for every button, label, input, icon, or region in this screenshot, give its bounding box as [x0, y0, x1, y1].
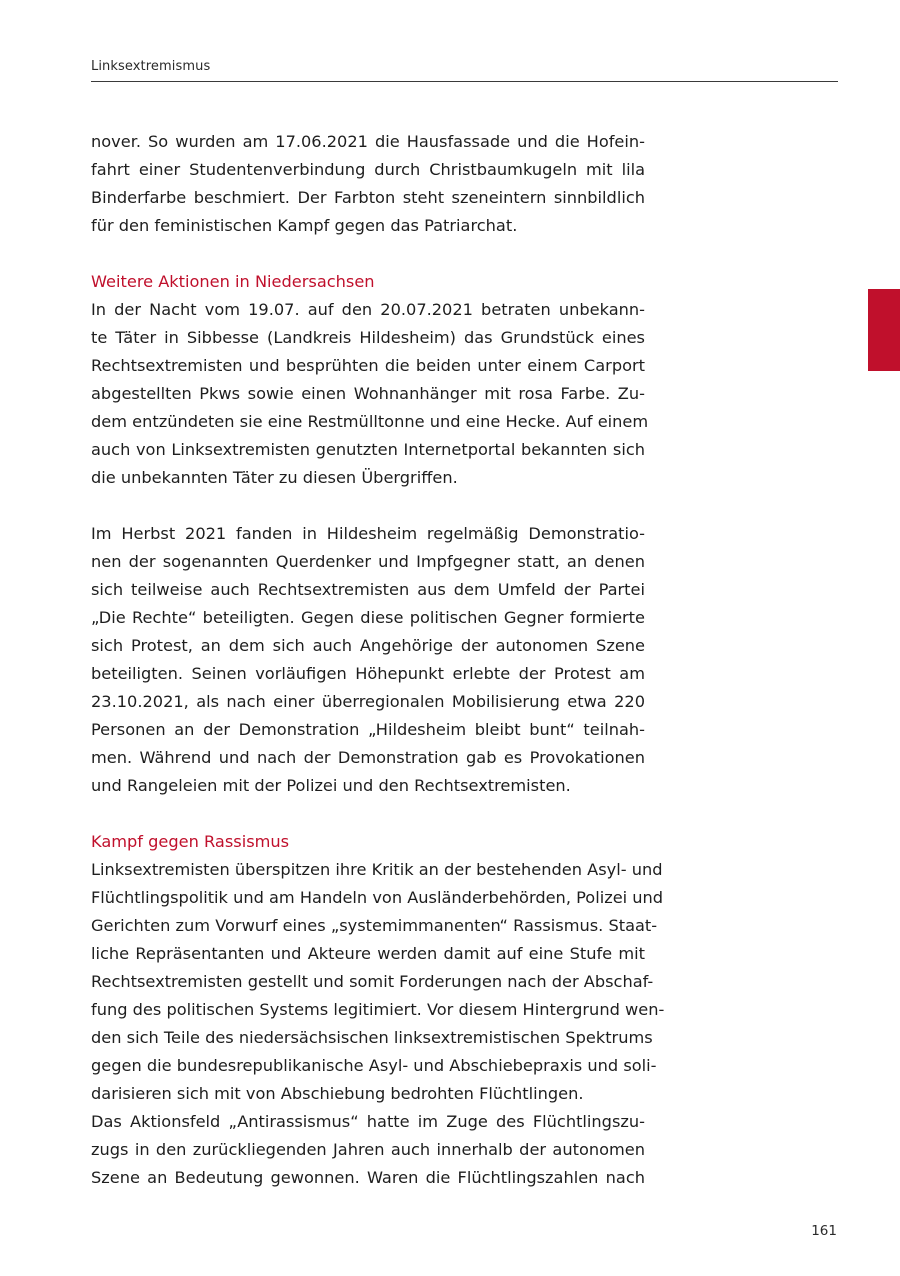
text-line: sich teilweise auch Rechtsextremisten aus dem Umfeld der Partei — [91, 580, 645, 599]
text-line: Das Aktionsfeld „Antirassismus“ hatte im Zuge des Flüchtlingszu- — [91, 1112, 645, 1131]
text-line: 23.10.2021, als nach einer überregionalen Mobilisierung etwa 220 — [91, 692, 645, 711]
text-line: dem entzündeten sie eine Restmülltonne und eine Hecke. Auf einem — [91, 412, 649, 431]
text-line: Rechtsextremisten gestellt und somit Forderungen nach der Abschaf- — [91, 972, 654, 991]
text-line: men. Während und nach der Demonstration gab es Provokationen — [91, 748, 645, 767]
text-line: gegen die bundesrepublikanische Asyl- und Abschiebepraxis und soli- — [91, 1056, 657, 1075]
body-text-column — [91, 128, 665, 1192]
text-line: Binderfarbe beschmiert. Der Farbton steht szeneintern sinnbildlich — [91, 188, 645, 207]
paragraph-spacer — [91, 492, 645, 520]
paragraph — [91, 856, 665, 1108]
text-line: nover. So wurden am 17.06.2021 die Hausfassade und die Hofein- — [91, 132, 645, 151]
text-line: Gerichten zum Vorwurf eines „systemimmanenten“ Rassismus. Staat- — [91, 916, 658, 935]
text-line: darisieren sich mit von Abschiebung bedrohten Flüchtlingen. — [91, 1084, 584, 1103]
paragraph — [91, 128, 645, 240]
text-line: zugs in den zurückliegenden Jahren auch innerhalb der autonomen — [91, 1140, 645, 1159]
text-line: Rechtsextremisten und besprühten die beiden unter einem Carport — [91, 356, 645, 375]
page-number: 161 — [811, 1223, 837, 1239]
text-line: In der Nacht vom 19.07. auf den 20.07.2021 betraten unbekann- — [91, 300, 645, 319]
paragraph — [91, 296, 649, 492]
text-line: für den feministischen Kampf gegen das Patriarchat. — [91, 216, 518, 235]
chapter-thumb-tab — [868, 289, 900, 371]
section-heading: Weitere Aktionen in Niedersachsen — [91, 272, 375, 291]
text-line: den sich Teile des niedersächsischen linksextremistischen Spektrums — [91, 1028, 653, 1047]
section-heading: Kampf gegen Rassismus — [91, 832, 290, 851]
text-line: Linksextremisten überspitzen ihre Kritik an der bestehenden Asyl- und — [91, 860, 663, 879]
text-line: und Rangeleien mit der Polizei und den Rechtsextremisten. — [91, 776, 571, 795]
text-line: Im Herbst 2021 fanden in Hildesheim regelmäßig Demonstratio- — [91, 524, 645, 543]
text-line: sich Protest, an dem sich auch Angehörige der autonomen Szene — [91, 636, 645, 655]
text-line: „Die Rechte“ beteiligten. Gegen diese politischen Gegner formierte — [91, 608, 645, 627]
text-line: abgestellten Pkws sowie einen Wohnanhänger mit rosa Farbe. Zu- — [91, 384, 645, 403]
paragraph-spacer — [91, 240, 645, 268]
text-line: die unbekannten Täter zu diesen Übergriffen. — [91, 468, 458, 487]
text-line: Flüchtlingspolitik und am Handeln von Ausländerbehörden, Polizei und — [91, 888, 664, 907]
text-line: fung des politischen Systems legitimiert. Vor diesem Hintergrund wen- — [91, 1000, 665, 1019]
text-line: nen der sogenannten Querdenker und Impfgegner statt, an denen — [91, 552, 645, 571]
header-divider — [91, 81, 838, 82]
running-head-title: Linksextremismus — [91, 59, 211, 74]
text-line: fahrt einer Studentenverbindung durch Christbaumkugeln mit lila — [91, 160, 645, 179]
paragraph-spacer — [91, 800, 645, 828]
text-line: liche Repräsentanten und Akteure werden damit auf eine Stufe mit — [91, 944, 645, 963]
paragraph — [91, 520, 645, 800]
paragraph — [91, 1108, 645, 1192]
text-line: Personen an der Demonstration „Hildesheim bleibt bunt“ teilnah- — [91, 720, 645, 739]
text-line: beteiligten. Seinen vorläufigen Höhepunkt erlebte der Protest am — [91, 664, 645, 683]
text-line: te Täter in Sibbesse (Landkreis Hildesheim) das Grundstück eines — [91, 328, 645, 347]
text-line: Szene an Bedeutung gewonnen. Waren die Flüchtlingszahlen nach — [91, 1168, 645, 1187]
text-line: auch von Linksextremisten genutzten Internetportal bekannten sich — [91, 440, 645, 459]
